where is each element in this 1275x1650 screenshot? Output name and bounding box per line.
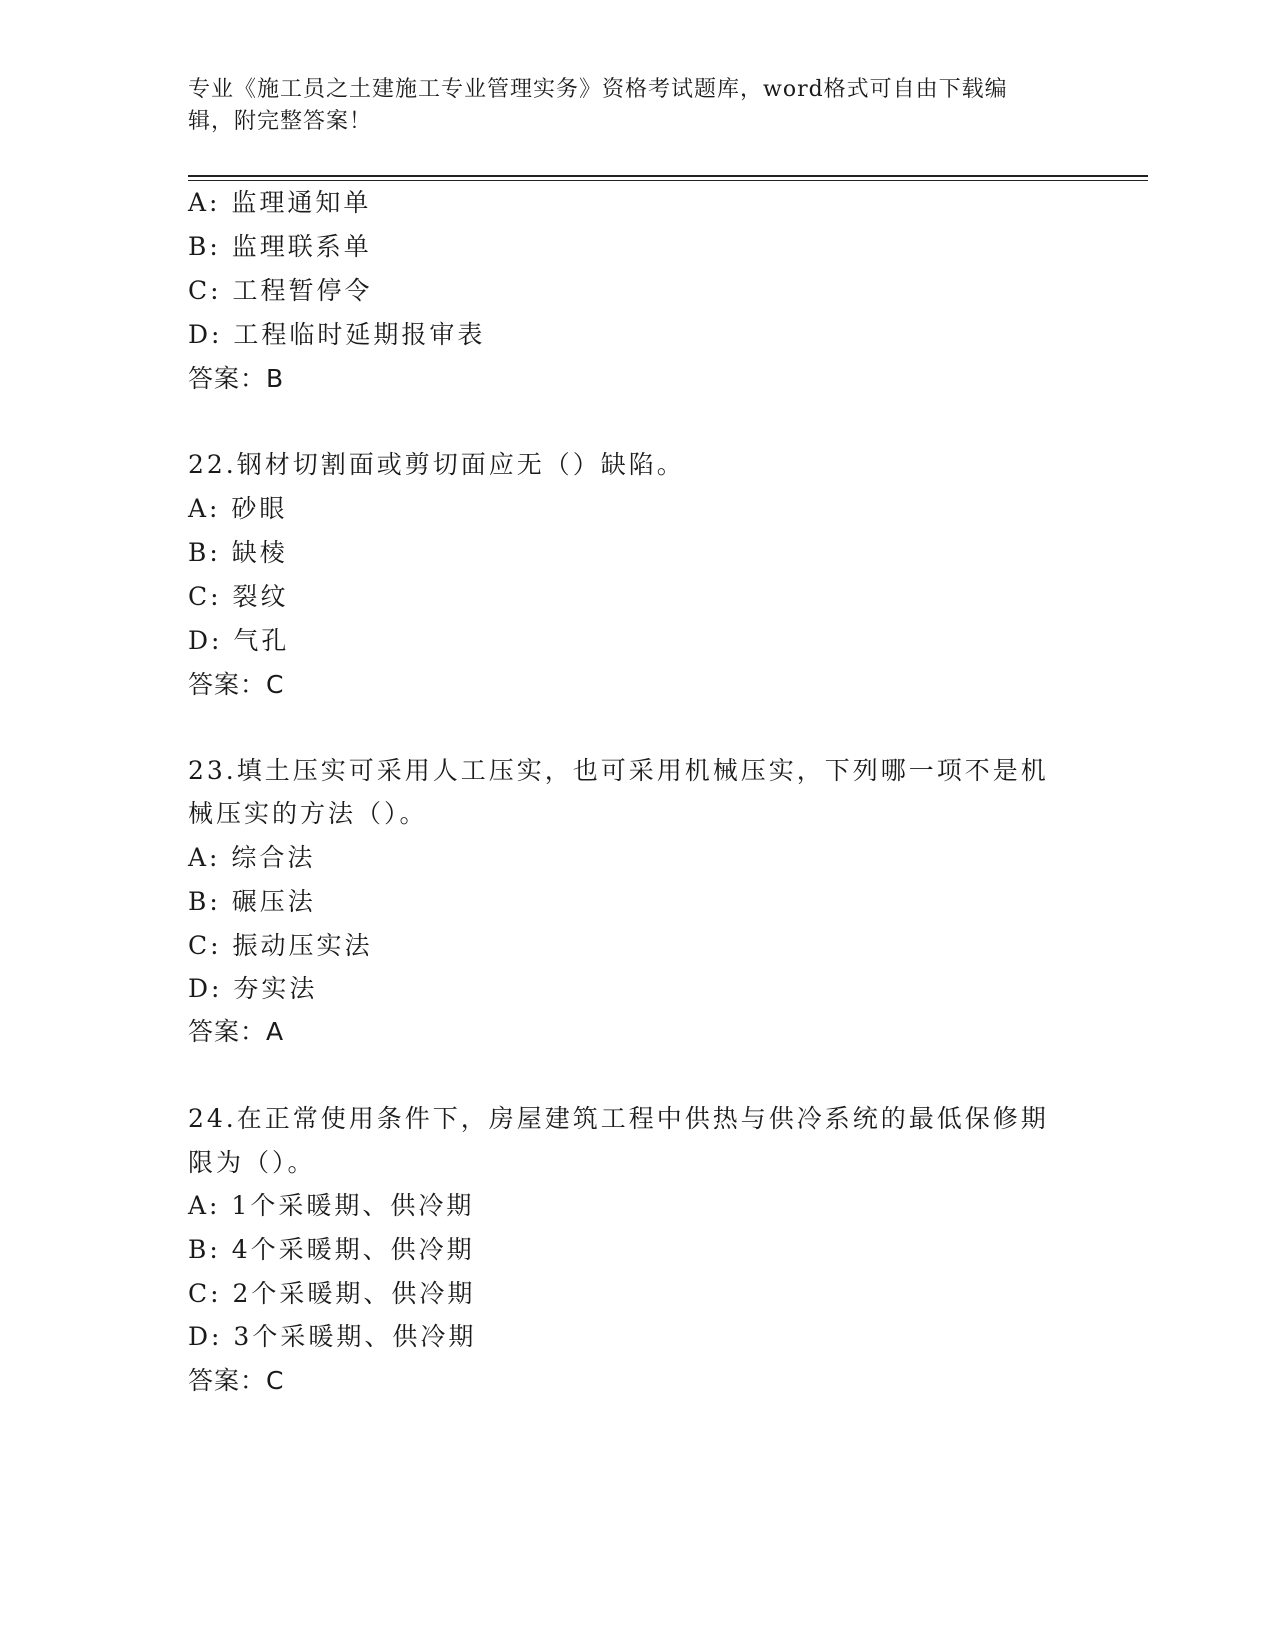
q23-option-b: B: 碾压法 bbox=[188, 887, 316, 916]
document-page bbox=[188, 0, 1148, 1650]
q23-option-a: A: 综合法 bbox=[188, 843, 316, 872]
q24-option-d: D: 3个采暖期、供冷期 bbox=[188, 1322, 477, 1351]
header-line-2: 辑，附完整答案！ bbox=[188, 109, 373, 134]
q24-answer: 答案：C bbox=[188, 1366, 285, 1395]
q24-stem-line-2: 限为（）。 bbox=[188, 1148, 316, 1177]
q21-option-d: D: 工程临时延期报审表 bbox=[188, 320, 486, 349]
header-rule bbox=[188, 175, 1148, 177]
q23-option-c: C: 振动压实法 bbox=[188, 931, 373, 960]
q22-option-a: A: 砂眼 bbox=[188, 494, 288, 523]
q21-option-c: C: 工程暂停令 bbox=[188, 276, 373, 305]
q21-option-a: A: 监理通知单 bbox=[188, 188, 372, 217]
q23-answer: 答案：A bbox=[188, 1017, 285, 1046]
q23-stem-line-1: 23.填土压实可采用人工压实，也可采用机械压实，下列哪一项不是机 bbox=[188, 756, 1049, 785]
q21-option-b: B: 监理联系单 bbox=[188, 232, 372, 261]
q22-option-d: D: 气孔 bbox=[188, 626, 290, 655]
q24-option-a: A: 1个采暖期、供冷期 bbox=[188, 1191, 475, 1220]
q22-answer: 答案：C bbox=[188, 670, 285, 699]
q24-option-c: C: 2个采暖期、供冷期 bbox=[188, 1279, 476, 1308]
q22-stem: 22.钢材切割面或剪切面应无（）缺陷。 bbox=[188, 450, 685, 479]
q24-option-b: B: 4个采暖期、供冷期 bbox=[188, 1235, 475, 1264]
q22-option-b: B: 缺棱 bbox=[188, 538, 288, 567]
q23-stem-line-2: 械压实的方法（）。 bbox=[188, 799, 428, 828]
document-header bbox=[188, 74, 1088, 138]
header-line-1: 专业《施工员之土建施工专业管理实务》资格考试题库，word格式可自由下载编 bbox=[188, 77, 1008, 102]
q23-option-d: D: 夯实法 bbox=[188, 974, 318, 1003]
q22-option-c: C: 裂纹 bbox=[188, 582, 289, 611]
header-rule-thin bbox=[188, 180, 1148, 181]
q21-answer: 答案：B bbox=[188, 364, 285, 393]
q24-stem-line-1: 24.在正常使用条件下，房屋建筑工程中供热与供冷系统的最低保修期 bbox=[188, 1104, 1049, 1133]
